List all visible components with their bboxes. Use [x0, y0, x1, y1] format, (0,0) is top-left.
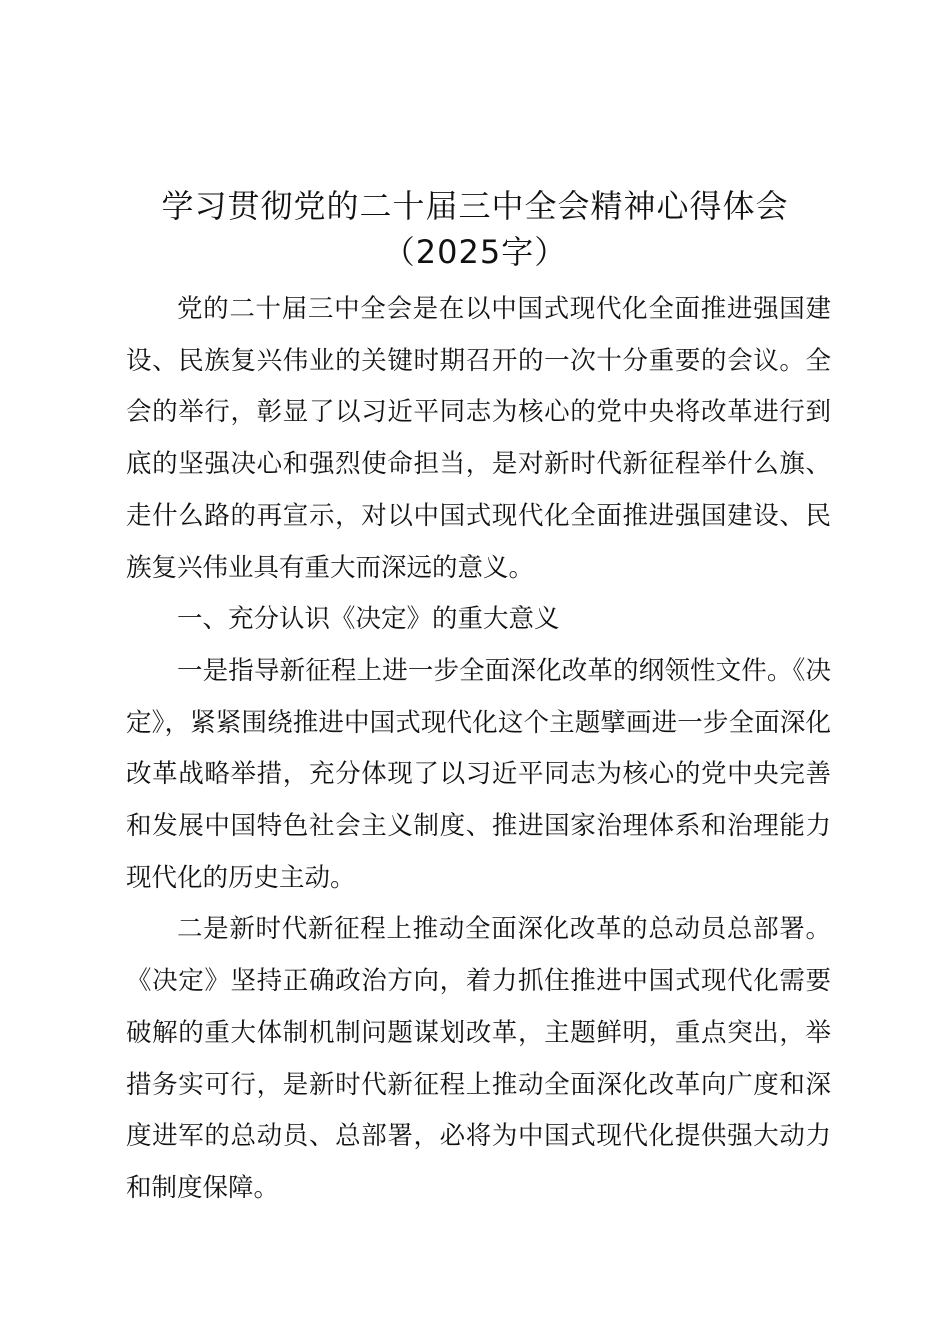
document-title: 学习贯彻党的二十届三中全会精神心得体会 — [161, 187, 789, 225]
section-heading: 一、充分认识《决定》的重大意义 — [177, 604, 560, 635]
paragraph-point-two: 二是新时代新征程上推动全面深化改革的总动员总部署。《决定》坚持正确政治方向，着力抓住推进中国式现代化需要破解的重大体制机制问题谋划改革，主题鲜明，重点突出，举措务实可行，是新时代新征程上推动全面深化改革向广度和深度进军的总动员、总部署，必将为中国式现代化提供强大动力和制度保障。 — [126, 914, 831, 1203]
paragraph-point-one: 一是指导新征程上进一步全面深化改革的纲领性文件。《决定》，紧紧围绕推进中国式现代化这个主题擘画进一步全面深化改革战略举措，充分体现了以习近平同志为核心的党中央完善和发展中国特色社会主义制度、推进国家治理体系和治理能力现代化的历史主动。 — [126, 655, 831, 893]
paragraph-intro: 党的二十届三中全会是在以中国式现代化全面推进强国建设、民族复兴伟业的关键时期召开的一次十分重要的会议。全会的举行，彰显了以习近平同志为核心的党中央将改革进行到底的坚强决心和强烈使命担当，是对新时代新征程举什么旗、走什么路的再宣示，对以中国式现代化全面推进强国建设、民族复兴伟业具有重大而深远的意义。 — [126, 294, 831, 583]
document-title-wordcount: （2025字） — [382, 233, 568, 271]
document-body — [126, 284, 831, 1215]
